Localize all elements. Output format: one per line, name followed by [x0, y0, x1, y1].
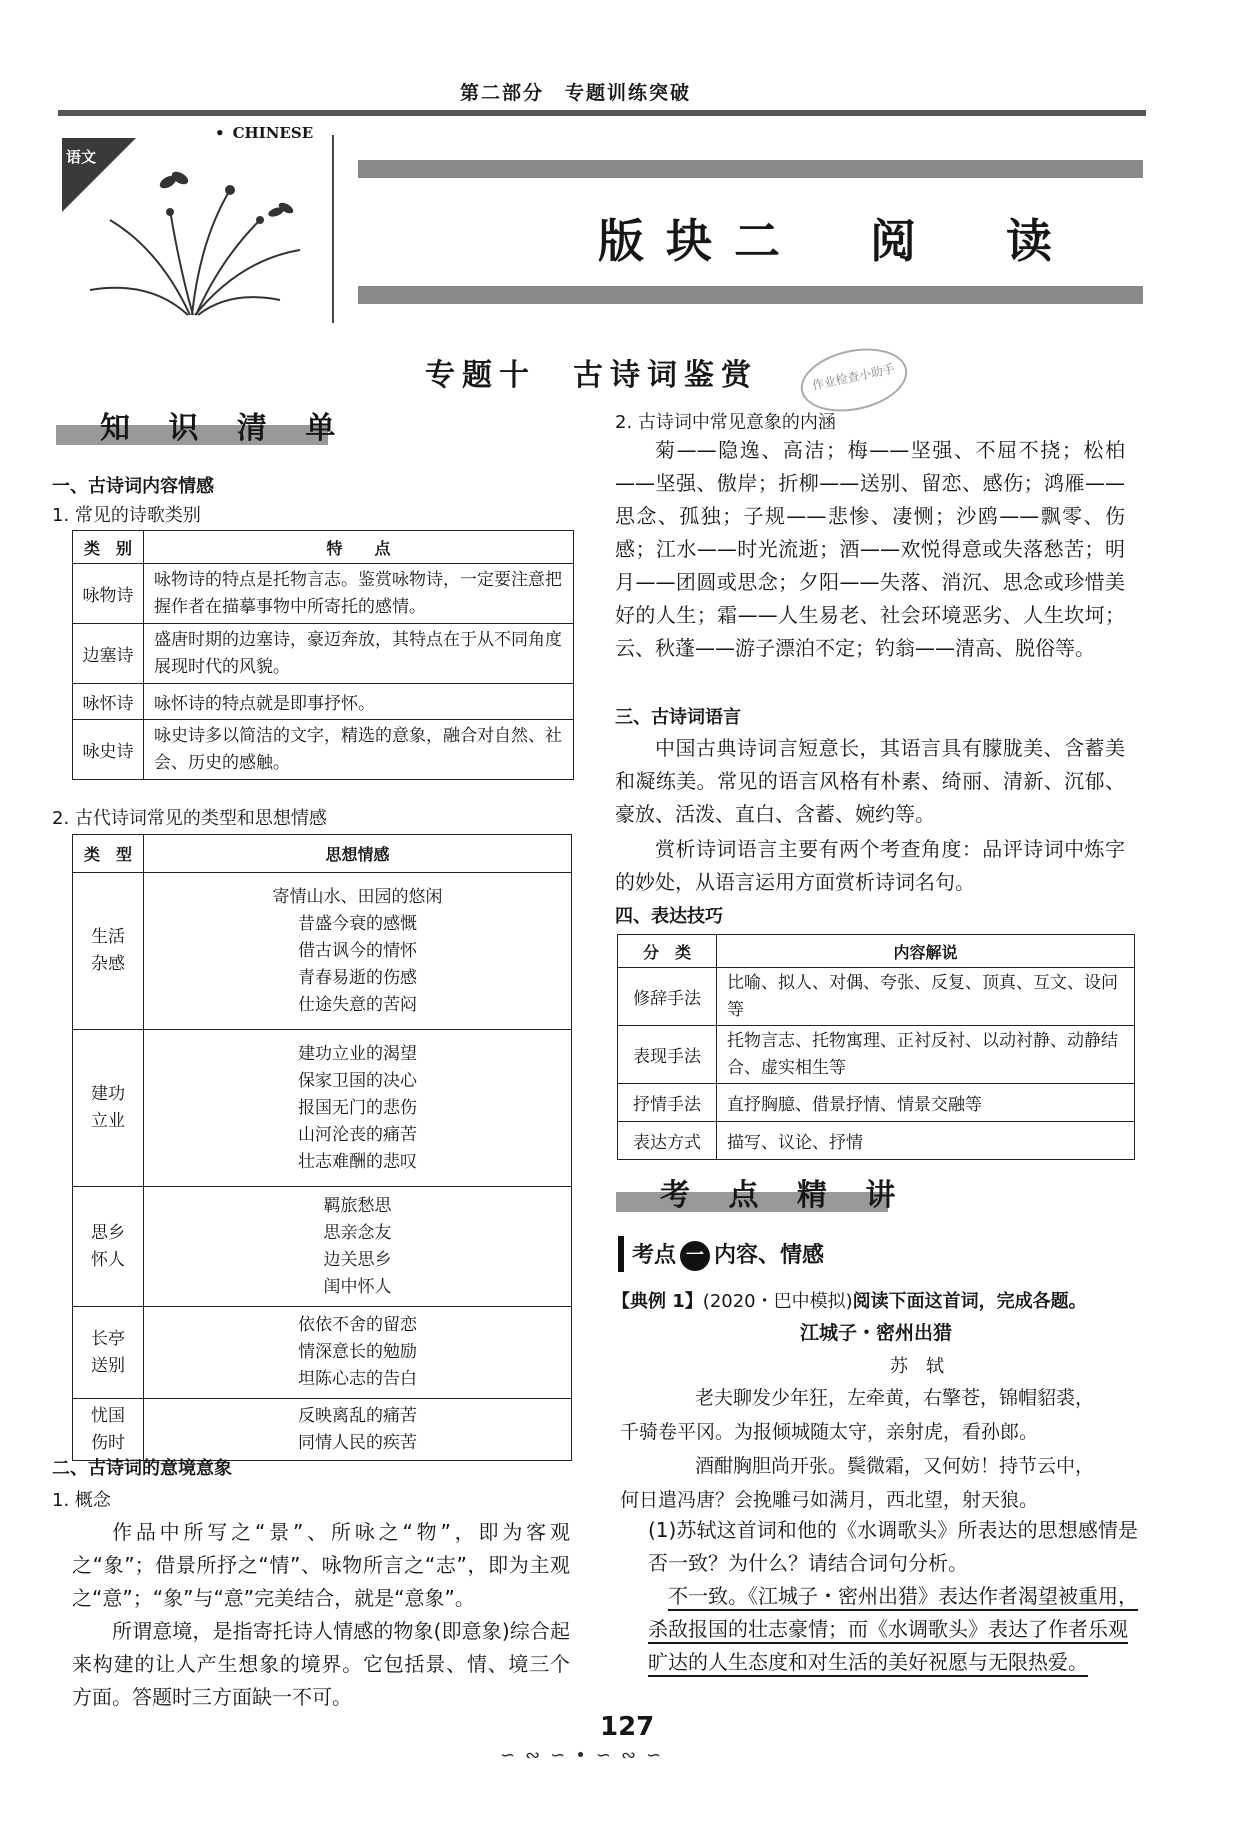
- concept-paragraph: 作品中所写之“景”、所咏之“物”，即为客观之“象”；借景所抒之“情”、咏物所言之“志”，即为主观之“意”；“象”与“意”完美结合，就是“意象”。: [72, 1520, 570, 1610]
- table-cell: 描写、议论、抒情: [717, 1122, 1135, 1160]
- table-header: 内容解说: [717, 935, 1135, 968]
- poem-line: 酒酣胸胆尚开张。鬓微霜，又何妨！持节云中，: [695, 1455, 1095, 1477]
- table-row: [73, 684, 574, 720]
- emotion-item: 寄情山水、田园的悠闲: [272, 886, 443, 907]
- heading-type-emotion: 2. 古代诗词常见的类型和思想情感: [52, 808, 327, 829]
- table-cell: 直抒胸臆、借景抒情、情景交融等: [717, 1084, 1135, 1122]
- table-cell: 生活杂感: [73, 873, 144, 1030]
- table-row: [618, 1026, 1135, 1084]
- kaodian-number: 一: [680, 1241, 710, 1271]
- example-source: (2020・巴中模拟): [702, 1291, 853, 1312]
- header-rule: [58, 110, 1146, 116]
- poem-body: [620, 1381, 1140, 1517]
- table-cell: 咏怀诗的特点就是即事抒怀。: [144, 684, 574, 720]
- emotion-item: 报国无门的悲伤: [298, 1097, 417, 1118]
- emotion-item: 反映离乱的痛苦: [298, 1405, 417, 1426]
- table-header: 思想情感: [144, 835, 572, 873]
- table-header: 类 型: [73, 835, 144, 873]
- table-cell: 盛唐时期的边塞诗，豪迈奔放，其特点在于从不同角度展现时代的风貌。: [144, 624, 574, 684]
- table-header: 类 别: [73, 531, 144, 564]
- table-cell: 长亭送别: [73, 1307, 144, 1399]
- corner-label: 语文: [66, 148, 97, 166]
- table-cell: 建功立业: [73, 1030, 144, 1187]
- example-line: [612, 1287, 1087, 1313]
- table-row: [73, 1030, 572, 1187]
- question-text: (1)苏轼这首词和他的《水调歌头》所表达的思想感情是否一致？为什么？请结合词句分析。: [648, 1518, 1138, 1575]
- emotion-item: 山河沦丧的痛苦: [298, 1124, 417, 1145]
- answer-text: 不一致。《江城子・密州出猎》表达作者渴望被重用，杀敌报国的壮志豪情；而《水调歌头》表达了作者乐观旷达的人生态度和对生活的美好祝愿与无限热爱。: [648, 1584, 1138, 1674]
- page-number: 127: [600, 1712, 655, 1742]
- type-emotion-table: [72, 834, 572, 1461]
- emotion-item: 青春易逝的伤感: [298, 967, 417, 988]
- example-label: 【典例 1】: [612, 1291, 703, 1312]
- language-paragraph: 中国古典诗词言短意长，其语言具有朦胧美、含蓄美和凝练美。常见的语言风格有朴素、绮丽、清新、沉郁、豪放、活泼、直白、含蓄、婉约等。: [615, 736, 1125, 826]
- table-row: [618, 1084, 1135, 1122]
- table-row: [73, 873, 572, 1030]
- table-cell: 咏怀诗: [73, 684, 144, 720]
- table-row: [73, 1187, 572, 1307]
- table-cell: 边塞诗: [73, 624, 144, 684]
- orchid-illustration: [80, 150, 320, 320]
- table-cell: 修辞手法: [618, 968, 717, 1026]
- table-cell: 咏物诗: [73, 564, 144, 624]
- points-title: 考 点 精 讲: [660, 1178, 910, 1213]
- table-row: [73, 564, 574, 624]
- heading-poem-types: 1. 常见的诗歌类别: [52, 505, 201, 526]
- title-band-top: [358, 160, 1143, 178]
- emotion-item: 闺中怀人: [323, 1276, 392, 1297]
- heading-content-emotion: 一、古诗词内容情感: [52, 476, 214, 497]
- heading-concept: 1. 概念: [52, 1490, 111, 1511]
- emotion-item: 昔盛今衰的感慨: [298, 913, 417, 934]
- page-header: 第二部分 专题训练突破: [460, 82, 692, 104]
- table-cell: [144, 1187, 572, 1307]
- kaodian-title: 内容、情感: [714, 1243, 825, 1268]
- table-row: [73, 1399, 572, 1461]
- kaodian-marker: [618, 1236, 624, 1272]
- table-cell: 表达方式: [618, 1122, 717, 1160]
- heading-imagery: 二、古诗词的意境意象: [52, 1458, 232, 1479]
- table-header: 分 类: [618, 935, 717, 968]
- mood-paragraph: 所谓意境，是指寄托诗人情感的物象(即意象)综合起来构建的让人产生想象的境界。它包括景、情、境三个方面。答题时三方面缺一不可。: [72, 1619, 570, 1709]
- emotion-item: 边关思乡: [323, 1249, 392, 1270]
- poem-line: 千骑卷平冈。为报倾城随太守，亲射虎，看孙郎。: [620, 1421, 1039, 1443]
- footer-ornament: ∽∾∽•∽∾∽: [500, 1745, 672, 1766]
- table-cell: 比喻、拟人、对偶、夸张、反复、顶真、互文、设问等: [717, 968, 1135, 1026]
- emotion-item: 仕途失意的苦闷: [298, 994, 417, 1015]
- poem-author: 苏 轼: [890, 1356, 944, 1377]
- table-cell: 抒情手法: [618, 1084, 717, 1122]
- heading-language: 三、古诗词语言: [615, 707, 741, 728]
- table-cell: 咏物诗的特点是托物言志。鉴赏咏物诗，一定要注意把握作者在描摹事物中所寄托的感情。: [144, 564, 574, 624]
- table-row: [73, 720, 574, 780]
- emotion-item: 壮志难酬的悲叹: [298, 1151, 417, 1172]
- table-cell: 思乡怀人: [73, 1187, 144, 1307]
- table-row: [73, 624, 574, 684]
- table-cell: [144, 1307, 572, 1399]
- corner-divider: [332, 135, 334, 323]
- emotion-item: 情深意长的勉励: [298, 1342, 417, 1362]
- title-band-bottom: [358, 286, 1143, 304]
- heading-techniques: 四、表达技巧: [615, 906, 723, 927]
- poem-title: 江城子・密州出猎: [800, 1322, 953, 1344]
- table-row: [73, 1307, 572, 1399]
- table-cell: [144, 1030, 572, 1187]
- poem-line: 何日遣冯唐？会挽雕弓如满月，西北望，射天狼。: [620, 1489, 1039, 1511]
- table-cell: [144, 1399, 572, 1461]
- topic-title: 专题十 古诗词鉴赏: [425, 358, 758, 393]
- table-cell: 托物言志、托物寓理、正衬反衬、以动衬静、动静结合、虚实相生等: [717, 1026, 1135, 1084]
- emotion-item: 保家卫国的决心: [298, 1070, 417, 1091]
- table-cell: 咏史诗: [73, 720, 144, 780]
- emotion-item: 建功立业的渴望: [298, 1043, 417, 1064]
- heading-imagery-meaning: 2. 古诗词中常见意象的内涵: [615, 412, 836, 433]
- techniques-table: [617, 934, 1135, 1160]
- table-cell: [144, 873, 572, 1030]
- emotion-item: 同情人民的疾苦: [298, 1432, 417, 1453]
- page-title: 版块二 阅 读: [598, 214, 1074, 268]
- emotion-item: 羁旅愁思: [323, 1195, 392, 1216]
- table-cell: 咏史诗多以简洁的文字，精选的意象，融合对自然、社会、历史的感触。: [144, 720, 574, 780]
- emotion-item: 借古讽今的情怀: [298, 940, 417, 961]
- emotion-item: 坦陈心志的告白: [298, 1369, 417, 1389]
- table-cell: 忧国伤时: [73, 1399, 144, 1461]
- table-row: [618, 968, 1135, 1026]
- example-instruction: 阅读下面这首词，完成各题。: [852, 1291, 1087, 1312]
- language-paragraph-2: 赏析诗词语言主要有两个考查角度：品评诗词中炼字的妙处，从语言运用方面赏析诗词名句。: [615, 837, 1125, 894]
- emotion-item: 思亲念友: [323, 1222, 392, 1243]
- table-cell: 表现手法: [618, 1026, 717, 1084]
- kaodian-prefix: 考点: [632, 1243, 677, 1268]
- knowledge-title: 知 识 清 单: [100, 411, 350, 446]
- kaodian-heading: [632, 1238, 824, 1271]
- imagery-paragraph: 菊——隐逸、高洁；梅——坚强、不屈不挠；松柏——坚强、傲岸；折柳——送别、留恋、感伤；鸿雁——思念、孤独；子规——悲惨、凄恻；沙鸥——飘零、伤感；江水——时光流逝；酒——欢悦得意或失落愁苦；明月——团圆或思念；夕阳——失落、消沉、思念或珍惜美好的人生；霜——人生易老、社会环境恶劣、人生坎坷；云、秋蓬——游子漂泊不定；钓翁——清高、脱俗等。: [615, 438, 1125, 660]
- table-row: [618, 1122, 1135, 1160]
- poem-line: 老夫聊发少年狂，左牵黄，右擎苍，锦帽貂裘，: [695, 1387, 1095, 1409]
- chinese-label: • CHINESE: [215, 124, 313, 142]
- stamp-text: 作业检查小助手: [810, 361, 896, 393]
- emotion-item: 依依不舍的留恋: [298, 1315, 417, 1335]
- poem-types-table: [72, 530, 574, 780]
- table-header: 特 点: [144, 531, 574, 564]
